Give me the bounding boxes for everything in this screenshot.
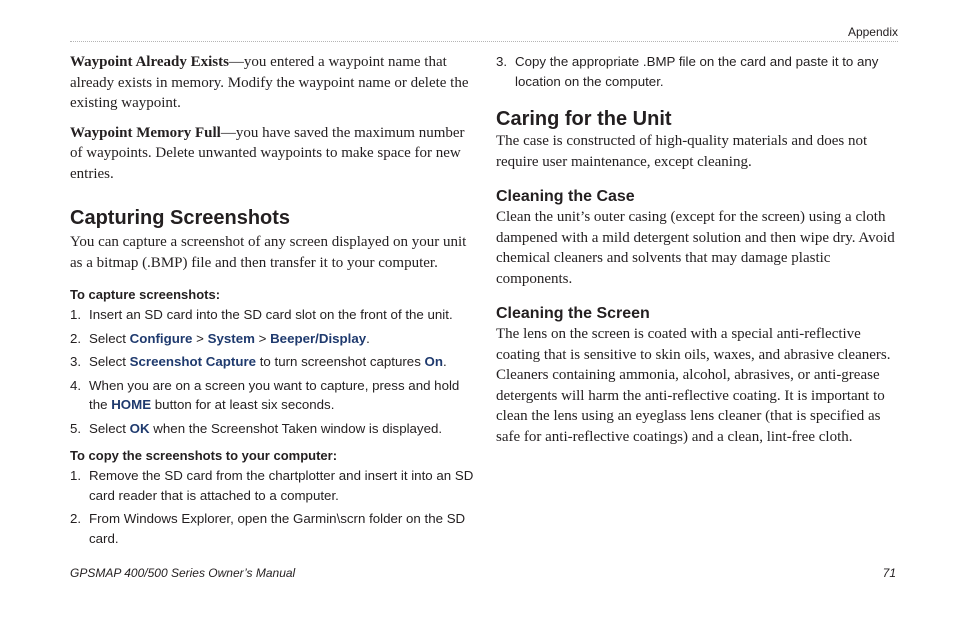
section-title-caring: Caring for the Unit: [496, 108, 672, 130]
subsection-title-cleaning-screen: Cleaning the Screen: [496, 305, 650, 322]
list-item: [496, 52, 900, 91]
step-text: Select: [89, 330, 130, 346]
step-text: Remove the SD card from the chartplotter and insert it into an SD card reader that is attached to a computer.: [89, 468, 474, 503]
procedure-title-copy: To copy the screenshots to your computer:: [70, 448, 338, 463]
step-text: button for at least six seconds.: [151, 397, 335, 412]
header-divider: [70, 41, 898, 42]
section-title-capturing-screenshots: Capturing Screenshots: [70, 207, 291, 229]
message-term: Waypoint Already Exists: [70, 54, 229, 70]
key-ref-ok: OK: [129, 420, 150, 436]
copy-steps: [70, 466, 474, 548]
list-item: [70, 352, 474, 372]
message-description: —you have saved the maximum number of waypoints. Delete unwanted waypoints to make space for new entries.: [70, 124, 465, 182]
step-number: 1.: [70, 468, 82, 483]
step-number: 2.: [70, 511, 82, 526]
menu-ref-screenshot-capture: Screenshot Capture: [129, 354, 257, 369]
footer-manual-title: GPSMAP 400/500 Series Owner’s Manual: [70, 566, 296, 580]
step-text: From Windows Explorer, open the Garmin\scrn folder on the SD card.: [89, 511, 466, 546]
step-text: Select: [89, 420, 130, 436]
list-item: [70, 466, 474, 505]
menu-ref-system: System: [207, 330, 255, 346]
copy-steps-continued: [496, 52, 900, 91]
menu-separator: >: [254, 330, 271, 346]
cleaning-case-text: Clean the unit’s outer casing (except for the screen) using a cloth dampened with a mild detergent solution and then wipe dry. Avoid chemical cleaners and solvents that may damage plastic components.: [496, 209, 895, 287]
step-end: .: [443, 354, 447, 369]
capture-steps: [70, 305, 474, 438]
step-number: 4.: [70, 377, 82, 393]
list-item: [70, 329, 474, 349]
step-number: 5.: [70, 420, 82, 436]
step-number: 1.: [70, 307, 82, 322]
cleaning-screen-text: The lens on the screen is coated with a special anti-reflective coating that is sensitive to skin oils, waxes, and abrasive cleaners. Cleaners containing ammonia, alcohol, abrasives, or anti-grease detergents will harm the anti-reflective coating. It is important to clean the lens using an eyeglass lens cleaner (that is specified as safe for anti-reflective coatings) and a clean, lint-free cloth.: [496, 326, 891, 445]
message-description: —you entered a waypoint name that already exists in memory. Modify the waypoint name or delete the existing waypoint.: [70, 54, 469, 111]
step-number: 3.: [496, 54, 508, 69]
step-text: When you are on a screen you want to capture, press and hold the: [89, 377, 460, 412]
message-memory-full: [70, 123, 474, 185]
key-ref-home: HOME: [111, 397, 152, 412]
capture-intro: You can capture a screenshot of any screen displayed on your unit as a bitmap (.BMP) file and then transfer it to your computer.: [70, 234, 467, 271]
step-number: 3.: [70, 354, 82, 369]
list-item: [70, 509, 474, 548]
menu-separator: >: [192, 330, 208, 346]
step-number: 2.: [70, 330, 82, 346]
step-text: Insert an SD card into the SD card slot on the front of the unit.: [89, 307, 453, 322]
list-item: [70, 305, 474, 325]
step-end: .: [366, 330, 370, 346]
right-column: [496, 52, 900, 447]
subsection-title-cleaning-case: Cleaning the Case: [496, 188, 635, 205]
step-text: Copy the appropriate .BMP file on the card and paste it to any location on the computer.: [515, 54, 879, 89]
menu-ref-configure: Configure: [129, 330, 193, 346]
list-item: [70, 419, 474, 439]
procedure-title-capture: To capture screenshots:: [70, 287, 221, 302]
message-waypoint-exists: [70, 52, 474, 114]
caring-intro: The case is constructed of high-quality materials and does not require user maintenance, except cleaning.: [496, 133, 868, 170]
running-header: Appendix: [847, 25, 898, 39]
message-term: Waypoint Memory Full: [70, 124, 221, 141]
page-number: 71: [882, 566, 896, 580]
list-item: [70, 376, 474, 415]
step-text: Select: [89, 354, 130, 369]
menu-ref-on: On: [424, 354, 444, 369]
step-text: to turn screenshot captures: [256, 354, 425, 369]
step-text: when the Screenshot Taken window is displayed.: [149, 420, 443, 436]
menu-ref-beeper-display: Beeper/Display: [270, 330, 367, 346]
left-column: [70, 52, 474, 552]
